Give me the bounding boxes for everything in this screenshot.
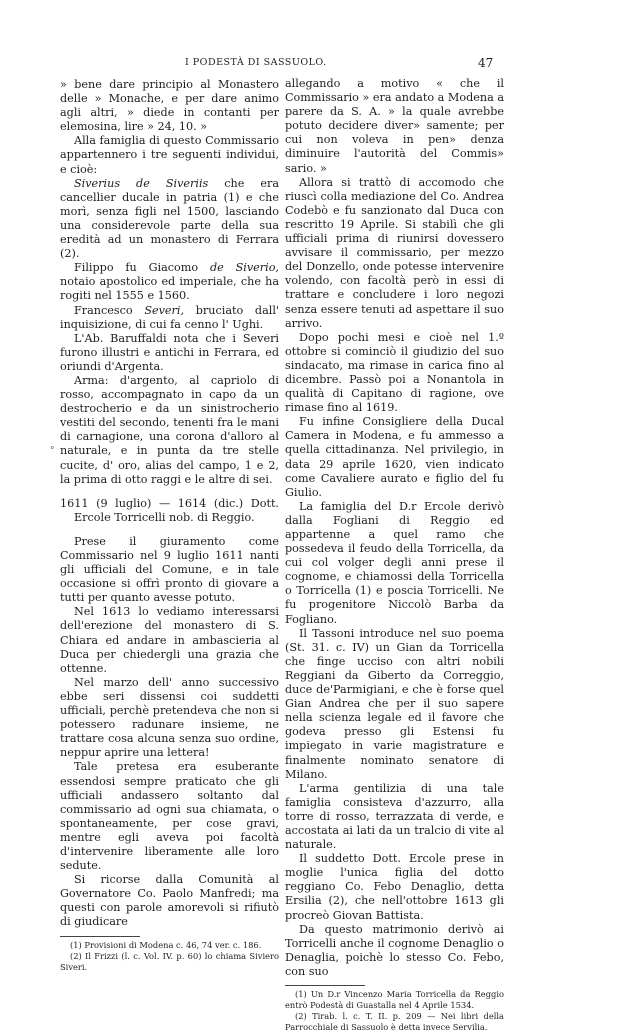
- paragraph: Da questo matrimonio derivò ai Torricelli anche il cognome Denaglio o Denaglia, poichè lo stesso Co. Febo, con suo: [285, 922, 504, 978]
- italic-name: Siverius de Siveriis: [74, 176, 209, 190]
- paragraph: [60, 304, 279, 332]
- footnote: (2) Tirab. l. c. T. II. p. 209 — Nei libri della Parrocchiale di Sassuolo è detta invece Servilia.: [285, 1011, 504, 1032]
- paragraph-text: Filippo fu Giacomo: [74, 261, 210, 275]
- paragraph: Fu infine Consigliere della Ducal Camera in Modena, e fu ammesso a quella cittadinanza. Nel privilegio, in data 29 aprile 1620, vien indicato come Cavaliere aurato e figlio del fu Giulio.: [285, 415, 504, 499]
- italic-name: de Siverio,: [209, 261, 279, 275]
- paragraph-text: notaio apostolico ed imperiale, che ha rogiti nel 1555 e 1560.: [60, 275, 279, 303]
- footnote-rule: [285, 985, 365, 986]
- paragraph: Alla famiglia di questo Commissario appartennero i tre seguenti individui, e cioè:: [60, 134, 279, 176]
- paragraph: Dopo pochi mesi e cioè nel 1.º ottobre si cominciò il giudizio del suo sindacato, ma rimase in carica fino al dicembre. Passò poi a Nonantola in qualità di Capitano di ragione, ove rimase fino al 1619.: [285, 330, 504, 415]
- italic-name: Severi,: [144, 303, 185, 317]
- paragraph-text: che era cancellier ducale in patria (1) e che morì, senza figli nel 1500, lasciando una considerevole parte della sua eredità ad un monastero di Ferrara (2).: [60, 176, 279, 261]
- paragraph: [60, 177, 279, 262]
- paragraph: Allora si trattò di accomodo che riuscì colla mediazione del Co. Andrea Codebò e fu sanzionato dal Duca con rescritto 19 Aprile. Si stabilì che gli ufficiali prima di riunirsi dovessero avvisare il commissario, per mezzo del Donzello, onde potesse intervenire volendo, con facoltà però in essi di trattare e concludere i loro negozi senza essere tenuti ad aspettare il suo arrivo.: [285, 175, 504, 330]
- right-column: [285, 77, 504, 1033]
- footnote: (1) Un D.r Vincenzo Maria Torricella da Reggio entrò Podestà di Guastalla nel 4 Aprile 1534.: [285, 989, 504, 1010]
- paragraph: [60, 261, 279, 303]
- paragraph-text: bruciato dall' inquisizione, di cui fa cenno l' Ughi.: [60, 303, 279, 331]
- paragraph: » bene dare principio al Monastero delle » Monache, e per dare animo agli altri, » diede in contanti per elemosina, lire » 24, 10. »: [60, 78, 279, 134]
- paragraph: Nel marzo dell' anno successivo ebbe seri dissensi coi suddetti ufficiali, perchè pretendeva che non si potessero radunare insieme, ne trattare cosa alcuna senza suo ordine, neppur aprire una lettera!: [60, 675, 279, 760]
- paragraph: Nel 1613 lo vediamo interessarsi dell'erezione del monastero di S. Chiara ed andare in ambascieria al Duca per chiedergli una grazia che ottenne.: [60, 605, 279, 675]
- arms-paragraph: Arma: d'argento, al capriolo di rosso, accompagnato in capo da un destrocherio e da un sinistrocherio vestiti del secondo, tenenti fra le mani di carnagione, una corona d'alloro al naturale, e in punta da tre stelle cucite, d' oro, alias del campo, 1 e 2, la prima di otto raggi e le altre di sei.: [60, 373, 279, 486]
- paragraph: L'arma gentilizia di una tale famiglia consisteva d'azzurro, alla torre di rosso, terrazzata di verde, e accostata ai lati da un tralcio di vite al naturale.: [285, 781, 504, 852]
- entry-heading: 1611 (9 luglio) — 1614 (dic.) Dott. Ercole Torricelli nob. di Reggio.: [60, 496, 279, 524]
- paragraph: allegando a motivo « che il Commissario » era andato a Modena a parere da S. A. » la quale avrebbe potuto decidere diver» samente; per cui non voleva in pen» denza diminuire l'autorità del Commis» sario. »: [285, 77, 504, 175]
- paragraph: Il suddetto Dott. Ercole prese in moglie l'unica figlia del dotto reggiano Co. Febo Denaglio, detta Ersilia (2), che nell'ottobre 1613 gli procreò Giovan Battista.: [285, 852, 504, 922]
- footnote-rule: [60, 936, 140, 937]
- page-number: 47: [478, 56, 494, 70]
- footnotes: [60, 936, 279, 973]
- footnote: (2) Il Frizzi (l. c. Vol. IV. p. 60) lo chiama Siviero Siveri.: [60, 950, 279, 972]
- footnotes: [285, 985, 504, 1033]
- paragraph: L'Ab. Baruffaldi nota che i Severi furono illustri e antichi in Ferrara, ed oriundi d'Argenta.: [60, 331, 279, 373]
- running-title: I PODESTÀ DI SASSUOLO.: [185, 57, 327, 68]
- paragraph-text: Francesco: [74, 303, 145, 317]
- paragraph: La famiglia del D.r Ercole derivò dalla Fogliani di Reggio ed appartenne a quel ramo che possedeva il feudo della Torricella, da cui col volger degli anni prese il cognome, e chiamossi della Torricella o Torricella (1) e poscia Torricelli. Ne fu progenitore Niccolò Barba da Fogliano.: [285, 499, 504, 626]
- margin-mark: °: [50, 446, 55, 456]
- paragraph: Si ricorse dalla Comunità al Governatore Co. Paolo Manfredi; ma questi con parole amorevoli si rifiutò di giudicare: [60, 873, 279, 929]
- left-column: [60, 78, 279, 973]
- footnote: (1) Provisioni di Modena c. 46, 74 ver. c. 186.: [70, 939, 262, 950]
- paragraph: Tale pretesa era esuberante essendosi sempre praticato che gli ufficiali andassero soltanto dal commissario ad ogni sua chiamata, o spontaneamente, per cose gravi, mentre egli aveva poi facoltà d'intervenire liberamente alle loro sedute.: [60, 760, 279, 873]
- paragraph: Il Tassoni introduce nel suo poema (St. 31. c. IV) un Gian da Torricella che finge ucciso con altri nobili Reggiani da Giberto da Correggio, duce de'Parmigiani, e che è forse quel Gian Andrea che per il suo sapere nella scienza legale ed il favore che godeva presso gli Estensi fu impiegato in varie magistrature e finalmente nominato senatore di Milano.: [285, 626, 504, 781]
- paragraph: Prese il giuramento come Commissario nel 9 luglio 1611 nanti gli ufficiali del Comune, e in tale occasione si offrì pronto di giovare a tutti per quanto avesse potuto.: [60, 534, 279, 605]
